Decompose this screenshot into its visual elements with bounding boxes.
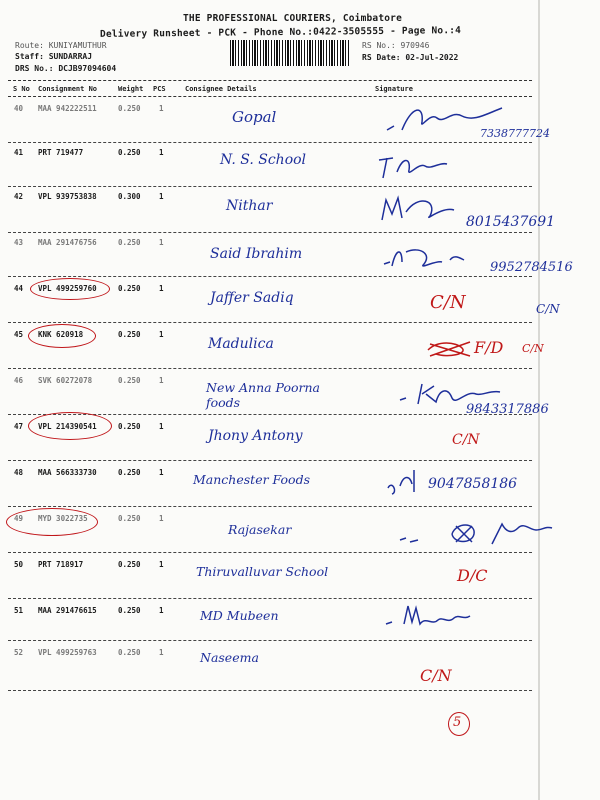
handwritten-consignee: Jaffer Sadiq [210,290,294,306]
handwritten-phone: 9047858186 [428,476,518,492]
row-weight: 0.250 [118,514,141,523]
row-consignment: MAA 942222511 [38,104,97,113]
handwritten-consignee: Rajasekar [228,522,292,537]
table-row [0,552,540,598]
row-pcs: 1 [159,376,164,385]
row-weight: 0.250 [118,104,141,113]
handwritten-status: C/N [430,292,466,313]
handwritten-consignee: N. S. School [220,152,307,168]
row-pcs: 1 [159,514,164,523]
signature-scribble [375,152,455,182]
row-weight: 0.250 [118,284,141,293]
row-consignment: PRT 719477 [38,148,84,157]
signature-scribble [384,466,428,496]
company-title: THE PROFESSIONAL COURIERS, Coimbatore [183,13,403,24]
row-consignment: VPL 499259760 [38,284,97,293]
row-pcs: 1 [159,104,164,113]
row-sno: 50 [14,560,24,569]
table-row [0,276,560,322]
handwritten-phone: 8015437691 [466,214,556,230]
circled-mark [28,324,96,348]
row-pcs: 1 [159,422,164,431]
rs-number: RS No.: 970946 [362,41,430,50]
row-sno: 51 [14,606,24,615]
handwritten-status: C/N [452,432,480,448]
row-consignment: MAA 566333730 [38,468,97,477]
page-circle-number: 5 [453,715,462,730]
row-weight: 0.300 [118,192,141,201]
handwritten-phone: 9843317886 [466,402,549,417]
row-sno: 46 [14,376,24,385]
row-weight: 0.250 [118,468,141,477]
row-sno: 45 [14,330,24,339]
row-weight: 0.250 [118,148,141,157]
row-consignment: MAA 291476756 [38,238,97,247]
row-pcs: 1 [159,606,164,615]
signature-scribble [382,602,472,632]
signature-scribble [378,192,458,226]
handwritten-status: D/C [457,566,488,585]
row-consignment: SVK 60272078 [38,376,93,385]
runsheet-subtitle: Delivery Runsheet - PCK - Phone No.:0422-3505555 - Page No.:4 [99,25,462,40]
route-label: Route: KUNIYAMUTHUR [15,41,107,50]
row-consignment: VPL 214390541 [38,422,97,431]
row-sno: 49 [14,514,24,523]
col-sno: S No [13,85,30,93]
handwritten-consignee: Manchester Foods [193,472,310,487]
row-weight: 0.250 [118,648,141,657]
circled-mark [6,508,98,536]
row-pcs: 1 [159,648,164,657]
row-consignment: MAA 291476615 [38,606,97,615]
rs-date: RS Date: 02-Jul-2022 [362,53,459,62]
circled-mark [28,412,112,440]
row-pcs: 1 [159,238,164,247]
row-pcs: 1 [159,560,164,569]
signature-scribble [396,516,556,550]
header-bottom-rule [8,96,532,97]
table-row [0,460,540,506]
circled-mark [30,278,110,300]
row-sno: 52 [14,648,24,657]
barcode [230,40,350,66]
row-weight: 0.250 [118,376,141,385]
table-row [0,100,550,146]
handwritten-consignee: New Anna Poorna foods [206,380,320,410]
handwritten-phone: 9952784516 [490,260,573,275]
row-consignment: PRT 718917 [38,560,84,569]
signature-scribble [380,242,470,272]
table-row [0,640,540,686]
col-consignee: Consignee Details [185,85,257,93]
handwritten-consignee: Said Ibrahim [210,246,303,262]
col-consignment: Consignment No [38,85,98,93]
signature-scribble [382,100,512,136]
row-sno: 47 [14,422,24,431]
handwritten-consignee: Nithar [226,198,273,214]
handwritten-consignee: Thiruvalluvar School [196,564,329,579]
row-pcs: 1 [159,284,164,293]
handwritten-consignee: MD Mubeen [200,608,279,623]
row-pcs: 1 [159,330,164,339]
row-sno: 41 [14,148,24,157]
staff-label: Staff: SUNDARRAJ [15,52,93,61]
table-row [0,368,549,417]
row-sno: 42 [14,192,24,201]
row-consignment: MYD 3022735 [38,514,88,523]
table-row [0,322,544,368]
handwritten-consignee: Gopal [232,108,277,126]
row-weight: 0.250 [118,238,141,247]
table-row [0,414,540,460]
col-signature: Signature [375,85,413,93]
handwritten-status: F/D [474,338,504,357]
row-weight: 0.250 [118,330,141,339]
row-consignment: VPL 939753838 [38,192,97,201]
row-weight: 0.250 [118,560,141,569]
handwritten-status: C/N [420,666,452,685]
col-pcs: PCS [153,85,166,93]
handwritten-status-2: C/N [522,342,544,355]
handwritten-phone: 7338777724 [480,127,550,140]
row-divider [8,690,532,691]
drs-number: DRS No.: DCJB97094604 [15,64,117,73]
row-sno: 43 [14,238,24,247]
row-sno: 48 [14,468,24,477]
handwritten-status-2: C/N [536,302,560,316]
row-pcs: 1 [159,468,164,477]
row-consignment: KNK 620918 [38,330,84,339]
row-weight: 0.250 [118,606,141,615]
col-weight: Weight [118,85,144,93]
handwritten-consignee: Naseema [200,650,259,665]
row-weight: 0.250 [118,422,141,431]
table-row [0,186,556,232]
handwritten-consignee: Madulica [208,336,274,352]
row-pcs: 1 [159,192,164,201]
handwritten-consignee: Jhony Antony [208,428,303,444]
row-sno: 40 [14,104,24,113]
struck-mark [426,338,476,360]
table-row [0,506,540,552]
table-row [0,142,540,188]
row-pcs: 1 [159,148,164,157]
row-consignment: VPL 499259763 [38,648,97,657]
header-top-rule [8,80,532,81]
table-row [0,232,573,278]
signature-scribble [396,378,506,408]
table-row [0,598,540,644]
row-sno: 44 [14,284,24,293]
